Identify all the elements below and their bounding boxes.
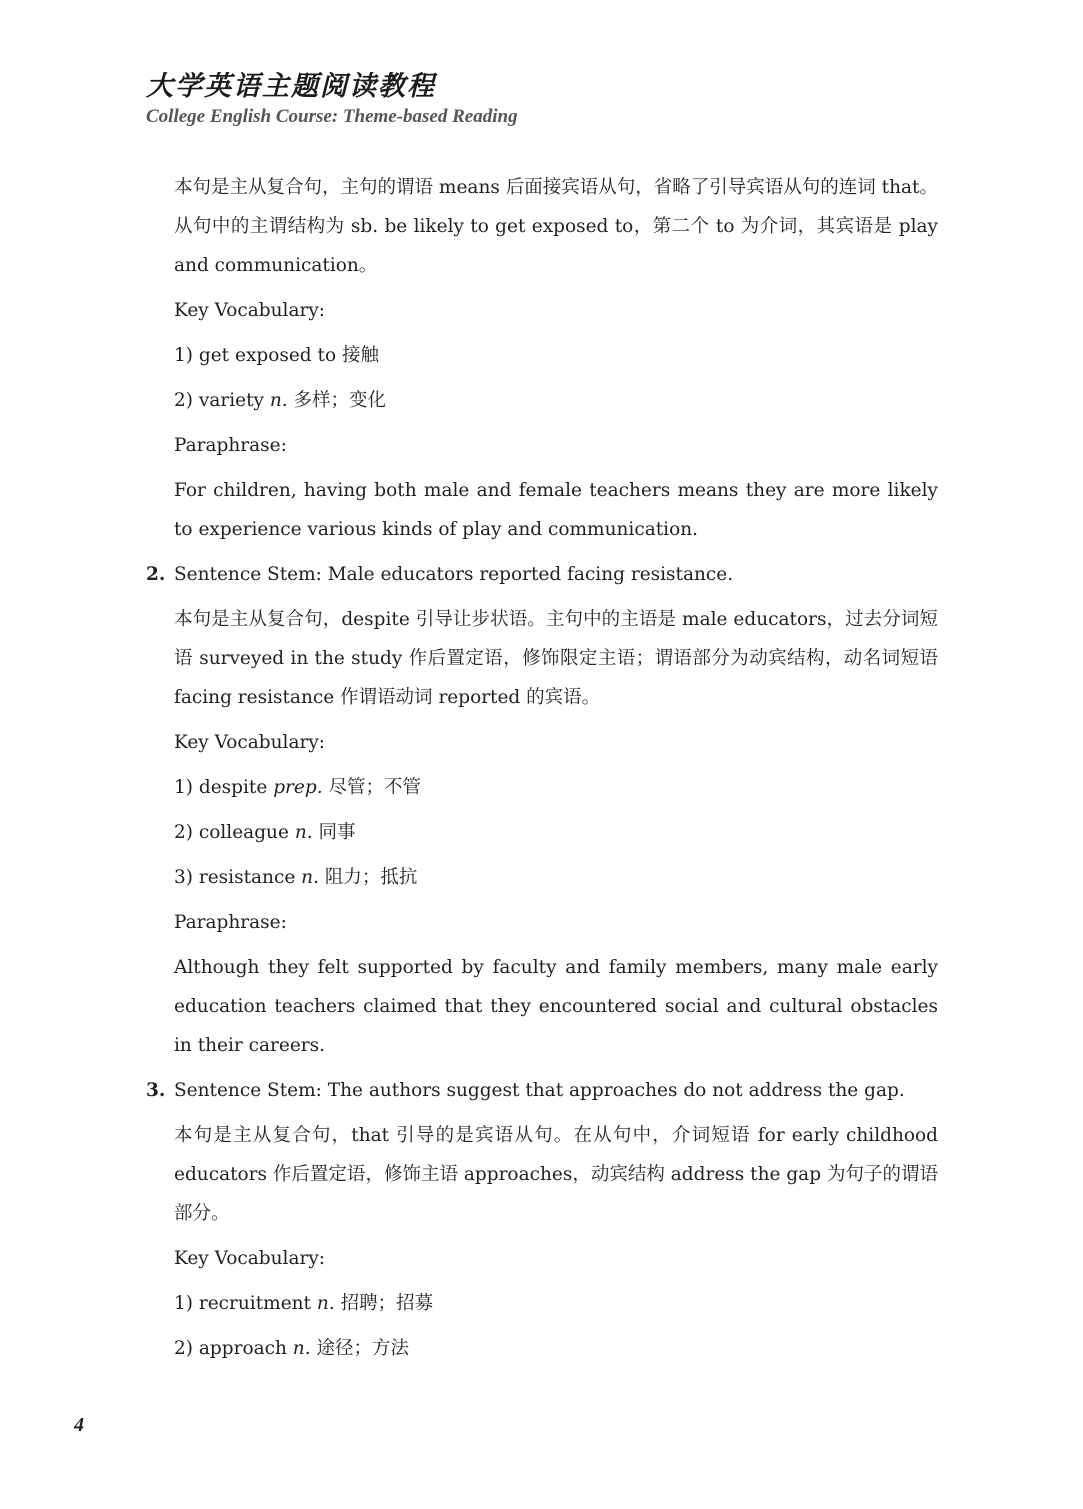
- book-title-chinese: 大学英语主题阅读教程: [146, 71, 436, 102]
- book-title-english: College English Course: Theme-based Reading: [146, 106, 518, 127]
- key-vocabulary-label: Key Vocabulary:: [174, 732, 326, 753]
- sentence-stem: 2. Sentence Stem: Male educators reported facing resistance.: [146, 555, 938, 594]
- analysis-text: 本句是主从复合句，that 引导的是宾语从句。在从句中，介词短语 for early childhood educators 作后置定语，修饰主语 approaches，动宾结构 address the gap 为句子的谓语部分。: [174, 1125, 938, 1224]
- item-number: 3.: [146, 1080, 166, 1101]
- vocab-item: 1) despite prep. 尽管；不管: [174, 777, 421, 798]
- item-number: 2.: [146, 564, 166, 585]
- paraphrase-label: Paraphrase:: [174, 435, 287, 456]
- paraphrase-text: For children, having both male and female teachers means they are more likely to experience various kinds of play and communication.: [174, 480, 938, 540]
- page-content: [146, 168, 938, 1374]
- paraphrase-text: Although they felt supported by faculty and family members, many male early education teachers claimed that they encountered social and cultural obstacles in their careers.: [174, 957, 938, 1056]
- analysis-text: 本句是主从复合句，主句的谓语 means 后面接宾语从句，省略了引导宾语从句的连词 that。从句中的主谓结构为 sb. be likely to get exposed to，第二个 to 为介词，其宾语是 play and communication。: [174, 177, 938, 276]
- sentence-stem: 3. Sentence Stem: The authors suggest that approaches do not address the gap.: [146, 1071, 938, 1110]
- vocab-item: 2) approach n. 途径；方法: [174, 1338, 409, 1359]
- key-vocabulary-label: Key Vocabulary:: [174, 300, 326, 321]
- vocab-item: 2) colleague n. 同事: [174, 822, 356, 843]
- analysis-text: 本句是主从复合句，despite 引导让步状语。主句中的主语是 male educators，过去分词短语 surveyed in the study 作后置定语，修饰限定主语；谓语部分为动宾结构，动名词短语 facing resistance 作谓语动词 reported 的宾语。: [174, 609, 938, 708]
- vocab-item: 1) recruitment n. 招聘；招募: [174, 1293, 434, 1314]
- paraphrase-label: Paraphrase:: [174, 912, 287, 933]
- page-number: 4: [74, 1414, 84, 1436]
- vocab-item: 3) resistance n. 阻力；抵抗: [174, 867, 418, 888]
- key-vocabulary-label: Key Vocabulary:: [174, 1248, 326, 1269]
- page-header: [146, 70, 518, 129]
- vocab-item: 1) get exposed to 接触: [174, 345, 380, 366]
- vocab-item: 2) variety n. 多样；变化: [174, 390, 387, 411]
